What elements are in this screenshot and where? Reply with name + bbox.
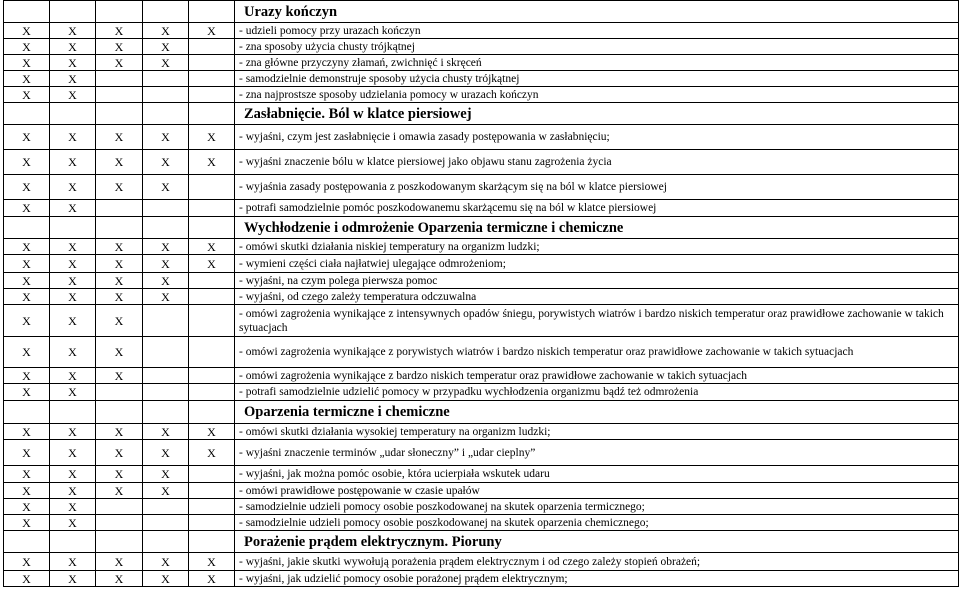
level-mark-cell: [4, 401, 50, 424]
level-mark-cell: [189, 368, 235, 384]
requirement-text: - potrafi samodzielnie pomóc poszkodowanemu skarżącemu się na ból w klatce piersiowej: [235, 200, 959, 217]
level-mark-cell: [143, 87, 189, 103]
level-mark-cell: X: [4, 289, 50, 305]
level-mark-cell: X: [143, 255, 189, 273]
level-mark-cell: X: [50, 384, 96, 401]
requirement-text: - wyjaśni, czym jest zasłabnięcie i omawia zasady postępowania w zasłabnięciu;: [235, 125, 959, 150]
table-row: [4, 440, 959, 466]
section-heading-row: [4, 1, 959, 23]
level-mark-cell: X: [143, 553, 189, 571]
level-mark-cell: X: [50, 440, 96, 466]
table-row: [4, 384, 959, 401]
requirement-text: - omówi skutki działania wysokiej temperatury na organizm ludzki;: [235, 424, 959, 440]
level-mark-cell: X: [50, 125, 96, 150]
level-mark-cell: X: [96, 466, 143, 483]
level-mark-cell: X: [189, 125, 235, 150]
level-mark-cell: X: [189, 424, 235, 440]
level-mark-cell: X: [96, 368, 143, 384]
requirement-text: - wyjaśnia zasady postępowania z poszkodowanym skarżącym się na ból w klatce piersiowej: [235, 175, 959, 200]
requirement-text: - omówi zagrożenia wynikające z intensywnych opadów śniegu, porywistych wiatrów i bardzo niskich temperatur oraz prawidłowe zachowanie w takich sytuacjach: [235, 305, 959, 337]
level-mark-cell: X: [4, 175, 50, 200]
level-mark-cell: [143, 305, 189, 337]
section-title: Urazy kończyn: [235, 1, 959, 23]
level-mark-cell: X: [4, 466, 50, 483]
requirement-text: - udzieli pomocy przy urazach kończyn: [235, 23, 959, 39]
level-mark-cell: X: [96, 150, 143, 175]
table-row: [4, 289, 959, 305]
level-mark-cell: [96, 515, 143, 531]
level-mark-cell: [189, 289, 235, 305]
section-title: Wychłodzenie i odmrożenie Oparzenia termiczne i chemiczne: [235, 217, 959, 239]
level-mark-cell: X: [50, 499, 96, 515]
level-mark-cell: X: [143, 55, 189, 71]
level-mark-cell: [189, 401, 235, 424]
level-mark-cell: [143, 368, 189, 384]
level-mark-cell: X: [50, 424, 96, 440]
level-mark-cell: X: [143, 424, 189, 440]
requirement-text: - wyjaśni znaczenie terminów „udar słoneczny” i „udar cieplny”: [235, 440, 959, 466]
level-mark-cell: [143, 217, 189, 239]
requirement-text: - wyjaśni, jakie skutki wywołują porażenia prądem elektrycznym i od czego zależy stopień obrażeń;: [235, 553, 959, 571]
level-mark-cell: [96, 499, 143, 515]
level-mark-cell: X: [4, 39, 50, 55]
level-mark-cell: X: [4, 424, 50, 440]
requirement-text: - wyjaśni znaczenie bólu w klatce piersiowej jako objawu stanu zagrożenia życia: [235, 150, 959, 175]
table-row: [4, 71, 959, 87]
table-row: [4, 571, 959, 587]
level-mark-cell: X: [50, 23, 96, 39]
section-heading-row: [4, 401, 959, 424]
level-mark-cell: [143, 1, 189, 23]
level-mark-cell: X: [96, 125, 143, 150]
level-mark-cell: [96, 217, 143, 239]
level-mark-cell: [96, 71, 143, 87]
level-mark-cell: X: [143, 571, 189, 587]
level-mark-cell: X: [50, 55, 96, 71]
table-row: [4, 305, 959, 337]
table-row: [4, 87, 959, 103]
level-mark-cell: [50, 1, 96, 23]
level-mark-cell: X: [96, 23, 143, 39]
level-mark-cell: X: [96, 424, 143, 440]
level-mark-cell: X: [143, 483, 189, 499]
section-heading-row: [4, 217, 959, 239]
requirement-text: - zna sposoby użycia chusty trójkątnej: [235, 39, 959, 55]
requirement-text: - omówi prawidłowe postępowanie w czasie upałów: [235, 483, 959, 499]
level-mark-cell: X: [4, 55, 50, 71]
level-mark-cell: [189, 175, 235, 200]
requirement-text: - samodzielnie udzieli pomocy osobie poszkodowanej na skutek oparzenia chemicznego;: [235, 515, 959, 531]
level-mark-cell: X: [189, 23, 235, 39]
section-title: Porażenie prądem elektrycznym. Pioruny: [235, 531, 959, 553]
level-mark-cell: X: [143, 23, 189, 39]
level-mark-cell: [50, 531, 96, 553]
curriculum-table: [3, 0, 959, 587]
section-heading-row: [4, 531, 959, 553]
requirement-text: - potrafi samodzielnie udzielić pomocy w przypadku wychłodzenia organizmu bądź też odmrożenia: [235, 384, 959, 401]
requirement-text: - wyjaśni, jak udzielić pomocy osobie porażonej prądem elektrycznym;: [235, 571, 959, 587]
level-mark-cell: [96, 87, 143, 103]
level-mark-cell: X: [143, 239, 189, 255]
level-mark-cell: X: [4, 483, 50, 499]
level-mark-cell: X: [50, 289, 96, 305]
level-mark-cell: [4, 217, 50, 239]
level-mark-cell: X: [96, 175, 143, 200]
level-mark-cell: [143, 71, 189, 87]
level-mark-cell: X: [50, 553, 96, 571]
level-mark-cell: X: [96, 337, 143, 368]
table-row: [4, 424, 959, 440]
level-mark-cell: X: [50, 87, 96, 103]
level-mark-cell: [50, 401, 96, 424]
level-mark-cell: [189, 200, 235, 217]
level-mark-cell: X: [4, 384, 50, 401]
table-row: [4, 150, 959, 175]
level-mark-cell: [189, 384, 235, 401]
requirement-text: - wyjaśni, od czego zależy temperatura odczuwalna: [235, 289, 959, 305]
level-mark-cell: X: [50, 515, 96, 531]
section-title: Zasłabnięcie. Ból w klatce piersiowej: [235, 103, 959, 125]
level-mark-cell: [143, 200, 189, 217]
table-row: [4, 368, 959, 384]
level-mark-cell: X: [4, 305, 50, 337]
table-row: [4, 337, 959, 368]
requirement-text: - omówi zagrożenia wynikające z bardzo niskich temperatur oraz prawidłowe zachowanie w takich sytuacjach: [235, 368, 959, 384]
level-mark-cell: [189, 305, 235, 337]
level-mark-cell: [189, 483, 235, 499]
level-mark-cell: X: [50, 571, 96, 587]
level-mark-cell: [189, 273, 235, 289]
level-mark-cell: X: [143, 466, 189, 483]
level-mark-cell: X: [50, 150, 96, 175]
level-mark-cell: [96, 200, 143, 217]
level-mark-cell: X: [50, 466, 96, 483]
table-row: [4, 200, 959, 217]
level-mark-cell: [143, 515, 189, 531]
level-mark-cell: [189, 55, 235, 71]
level-mark-cell: [189, 466, 235, 483]
level-mark-cell: [143, 103, 189, 125]
level-mark-cell: [189, 499, 235, 515]
requirement-text: - wyjaśni, jak można pomóc osobie, która ucierpiała wskutek udaru: [235, 466, 959, 483]
level-mark-cell: [189, 515, 235, 531]
level-mark-cell: X: [4, 23, 50, 39]
level-mark-cell: X: [4, 553, 50, 571]
level-mark-cell: X: [96, 571, 143, 587]
table-row: [4, 239, 959, 255]
level-mark-cell: X: [143, 289, 189, 305]
level-mark-cell: [189, 531, 235, 553]
level-mark-cell: X: [143, 125, 189, 150]
level-mark-cell: X: [4, 71, 50, 87]
curriculum-table-body: [4, 1, 959, 587]
level-mark-cell: [143, 384, 189, 401]
table-row: [4, 125, 959, 150]
section-heading-row: [4, 103, 959, 125]
level-mark-cell: [143, 531, 189, 553]
level-mark-cell: X: [4, 150, 50, 175]
level-mark-cell: [189, 103, 235, 125]
requirement-text: - wymieni części ciała najłatwiej ulegające odmrożeniom;: [235, 255, 959, 273]
level-mark-cell: X: [4, 368, 50, 384]
level-mark-cell: X: [4, 239, 50, 255]
level-mark-cell: [4, 531, 50, 553]
table-row: [4, 39, 959, 55]
level-mark-cell: [50, 103, 96, 125]
table-row: [4, 55, 959, 71]
level-mark-cell: [189, 217, 235, 239]
level-mark-cell: [96, 1, 143, 23]
table-row: [4, 23, 959, 39]
level-mark-cell: X: [96, 255, 143, 273]
requirement-text: - omówi skutki działania niskiej temperatury na organizm ludzki;: [235, 239, 959, 255]
level-mark-cell: [189, 337, 235, 368]
level-mark-cell: [4, 1, 50, 23]
level-mark-cell: X: [50, 175, 96, 200]
requirement-text: - samodzielnie udzieli pomocy osobie poszkodowanej na skutek oparzenia termicznego;: [235, 499, 959, 515]
level-mark-cell: X: [189, 553, 235, 571]
requirement-text: - zna główne przyczyny złamań, zwichnięć i skręceń: [235, 55, 959, 71]
level-mark-cell: X: [4, 200, 50, 217]
level-mark-cell: X: [4, 571, 50, 587]
level-mark-cell: X: [4, 499, 50, 515]
level-mark-cell: [4, 103, 50, 125]
level-mark-cell: [189, 39, 235, 55]
level-mark-cell: X: [143, 273, 189, 289]
level-mark-cell: X: [50, 255, 96, 273]
table-row: [4, 553, 959, 571]
requirement-text: - omówi zagrożenia wynikające z porywistych wiatrów i bardzo niskich temperatur oraz prawidłowe zachowanie w takich sytuacjach: [235, 337, 959, 368]
level-mark-cell: [143, 337, 189, 368]
level-mark-cell: X: [96, 440, 143, 466]
level-mark-cell: [143, 499, 189, 515]
level-mark-cell: X: [4, 273, 50, 289]
level-mark-cell: [96, 531, 143, 553]
level-mark-cell: X: [96, 305, 143, 337]
level-mark-cell: X: [50, 483, 96, 499]
level-mark-cell: X: [50, 239, 96, 255]
level-mark-cell: [143, 401, 189, 424]
level-mark-cell: X: [143, 440, 189, 466]
level-mark-cell: X: [50, 71, 96, 87]
level-mark-cell: [50, 217, 96, 239]
table-row: [4, 273, 959, 289]
level-mark-cell: X: [96, 55, 143, 71]
level-mark-cell: X: [189, 150, 235, 175]
table-row: [4, 466, 959, 483]
level-mark-cell: X: [189, 571, 235, 587]
level-mark-cell: X: [96, 273, 143, 289]
level-mark-cell: X: [143, 150, 189, 175]
level-mark-cell: X: [189, 239, 235, 255]
level-mark-cell: X: [96, 289, 143, 305]
requirement-text: - wyjaśni, na czym polega pierwsza pomoc: [235, 273, 959, 289]
table-row: [4, 499, 959, 515]
level-mark-cell: [189, 87, 235, 103]
level-mark-cell: [189, 71, 235, 87]
level-mark-cell: X: [189, 255, 235, 273]
level-mark-cell: X: [96, 483, 143, 499]
level-mark-cell: X: [96, 239, 143, 255]
requirement-text: - samodzielnie demonstruje sposoby użycia chusty trójkątnej: [235, 71, 959, 87]
level-mark-cell: X: [4, 125, 50, 150]
level-mark-cell: X: [50, 305, 96, 337]
table-row: [4, 175, 959, 200]
level-mark-cell: X: [4, 87, 50, 103]
level-mark-cell: X: [50, 368, 96, 384]
level-mark-cell: X: [50, 39, 96, 55]
table-row: [4, 255, 959, 273]
level-mark-cell: X: [143, 175, 189, 200]
section-title: Oparzenia termiczne i chemiczne: [235, 401, 959, 424]
level-mark-cell: X: [4, 515, 50, 531]
level-mark-cell: [96, 401, 143, 424]
table-row: [4, 515, 959, 531]
level-mark-cell: X: [50, 200, 96, 217]
requirement-text: - zna najprostsze sposoby udzielania pomocy w urazach kończyn: [235, 87, 959, 103]
level-mark-cell: [96, 103, 143, 125]
level-mark-cell: X: [50, 273, 96, 289]
level-mark-cell: X: [4, 255, 50, 273]
level-mark-cell: X: [96, 553, 143, 571]
level-mark-cell: X: [4, 337, 50, 368]
level-mark-cell: [189, 1, 235, 23]
level-mark-cell: X: [189, 440, 235, 466]
level-mark-cell: X: [96, 39, 143, 55]
level-mark-cell: [96, 384, 143, 401]
level-mark-cell: X: [50, 337, 96, 368]
level-mark-cell: X: [143, 39, 189, 55]
level-mark-cell: X: [4, 440, 50, 466]
table-row: [4, 483, 959, 499]
